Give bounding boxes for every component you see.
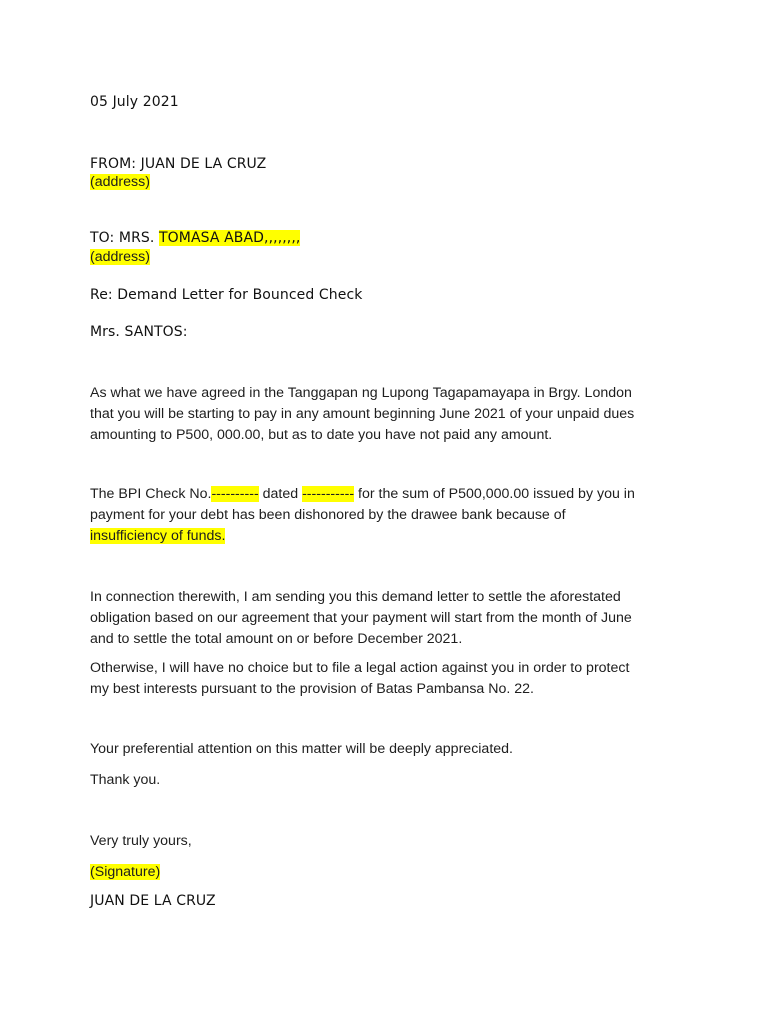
paragraph-line: my best interests pursuant to the provision of Batas Pambansa No. 22.	[90, 681, 534, 697]
paragraph-line: that you will be starting to pay in any amount beginning June 2021 of your unpaid dues	[90, 406, 635, 422]
paragraph-line: In connection therewith, I am sending you this demand letter to settle the aforestated	[90, 589, 621, 605]
letter-date: 05 July 2021	[90, 94, 179, 110]
paragraph-demand	[90, 587, 690, 650]
to-name-highlight: TOMASA ABAD,,,,,,,,	[159, 230, 301, 246]
paragraph-line	[90, 484, 690, 505]
to-line	[90, 230, 300, 246]
to-address-highlight: (address)	[90, 249, 150, 265]
check-date-blank: -----------	[302, 486, 355, 502]
paragraph-line: obligation based on our agreement that your payment will start from the month of June	[90, 610, 632, 626]
dishonor-reason-highlight: insufficiency of funds.	[90, 528, 226, 544]
check-amount-text: for the sum of P500,000.00 issued by you in	[354, 486, 635, 502]
paragraph-line: payment for your debt has been dishonored by the drawee bank because of	[90, 507, 566, 523]
subject-line: Re: Demand Letter for Bounced Check	[90, 287, 363, 303]
signatory-name: JUAN DE LA CRUZ	[90, 893, 216, 909]
to-address	[90, 247, 150, 268]
paragraph-legal-action	[90, 658, 690, 700]
paragraph-line: As what we have agreed in the Tanggapan ng Lupong Tagapamayapa in Brgy. London	[90, 385, 632, 401]
check-number-blank: ----------	[211, 486, 259, 502]
paragraph-line: and to settle the total amount on or before December 2021.	[90, 631, 463, 647]
paragraph-agreement	[90, 383, 690, 446]
salutation: Mrs. SANTOS:	[90, 324, 188, 340]
dated-word: dated	[258, 486, 303, 502]
paragraph-line: amounting to P500, 000.00, but as to date you have not paid any amount.	[90, 427, 553, 443]
signature-placeholder	[90, 862, 160, 883]
signature-highlight: (Signature)	[90, 864, 161, 880]
paragraph-attention: Your preferential attention on this matter will be deeply appreciated.	[90, 741, 513, 757]
thank-you: Thank you.	[90, 772, 161, 788]
from-address	[90, 172, 150, 193]
closing: Very truly yours,	[90, 833, 192, 849]
from-address-highlight: (address)	[90, 174, 150, 190]
to-prefix: TO: MRS.	[90, 230, 159, 246]
paragraph-line	[90, 526, 690, 547]
paragraph-check	[90, 484, 690, 547]
check-prefix: The BPI Check No.	[90, 486, 212, 502]
from-line: FROM: JUAN DE LA CRUZ	[90, 156, 267, 172]
paragraph-line: Otherwise, I will have no choice but to file a legal action against you in order to protect	[90, 660, 630, 676]
